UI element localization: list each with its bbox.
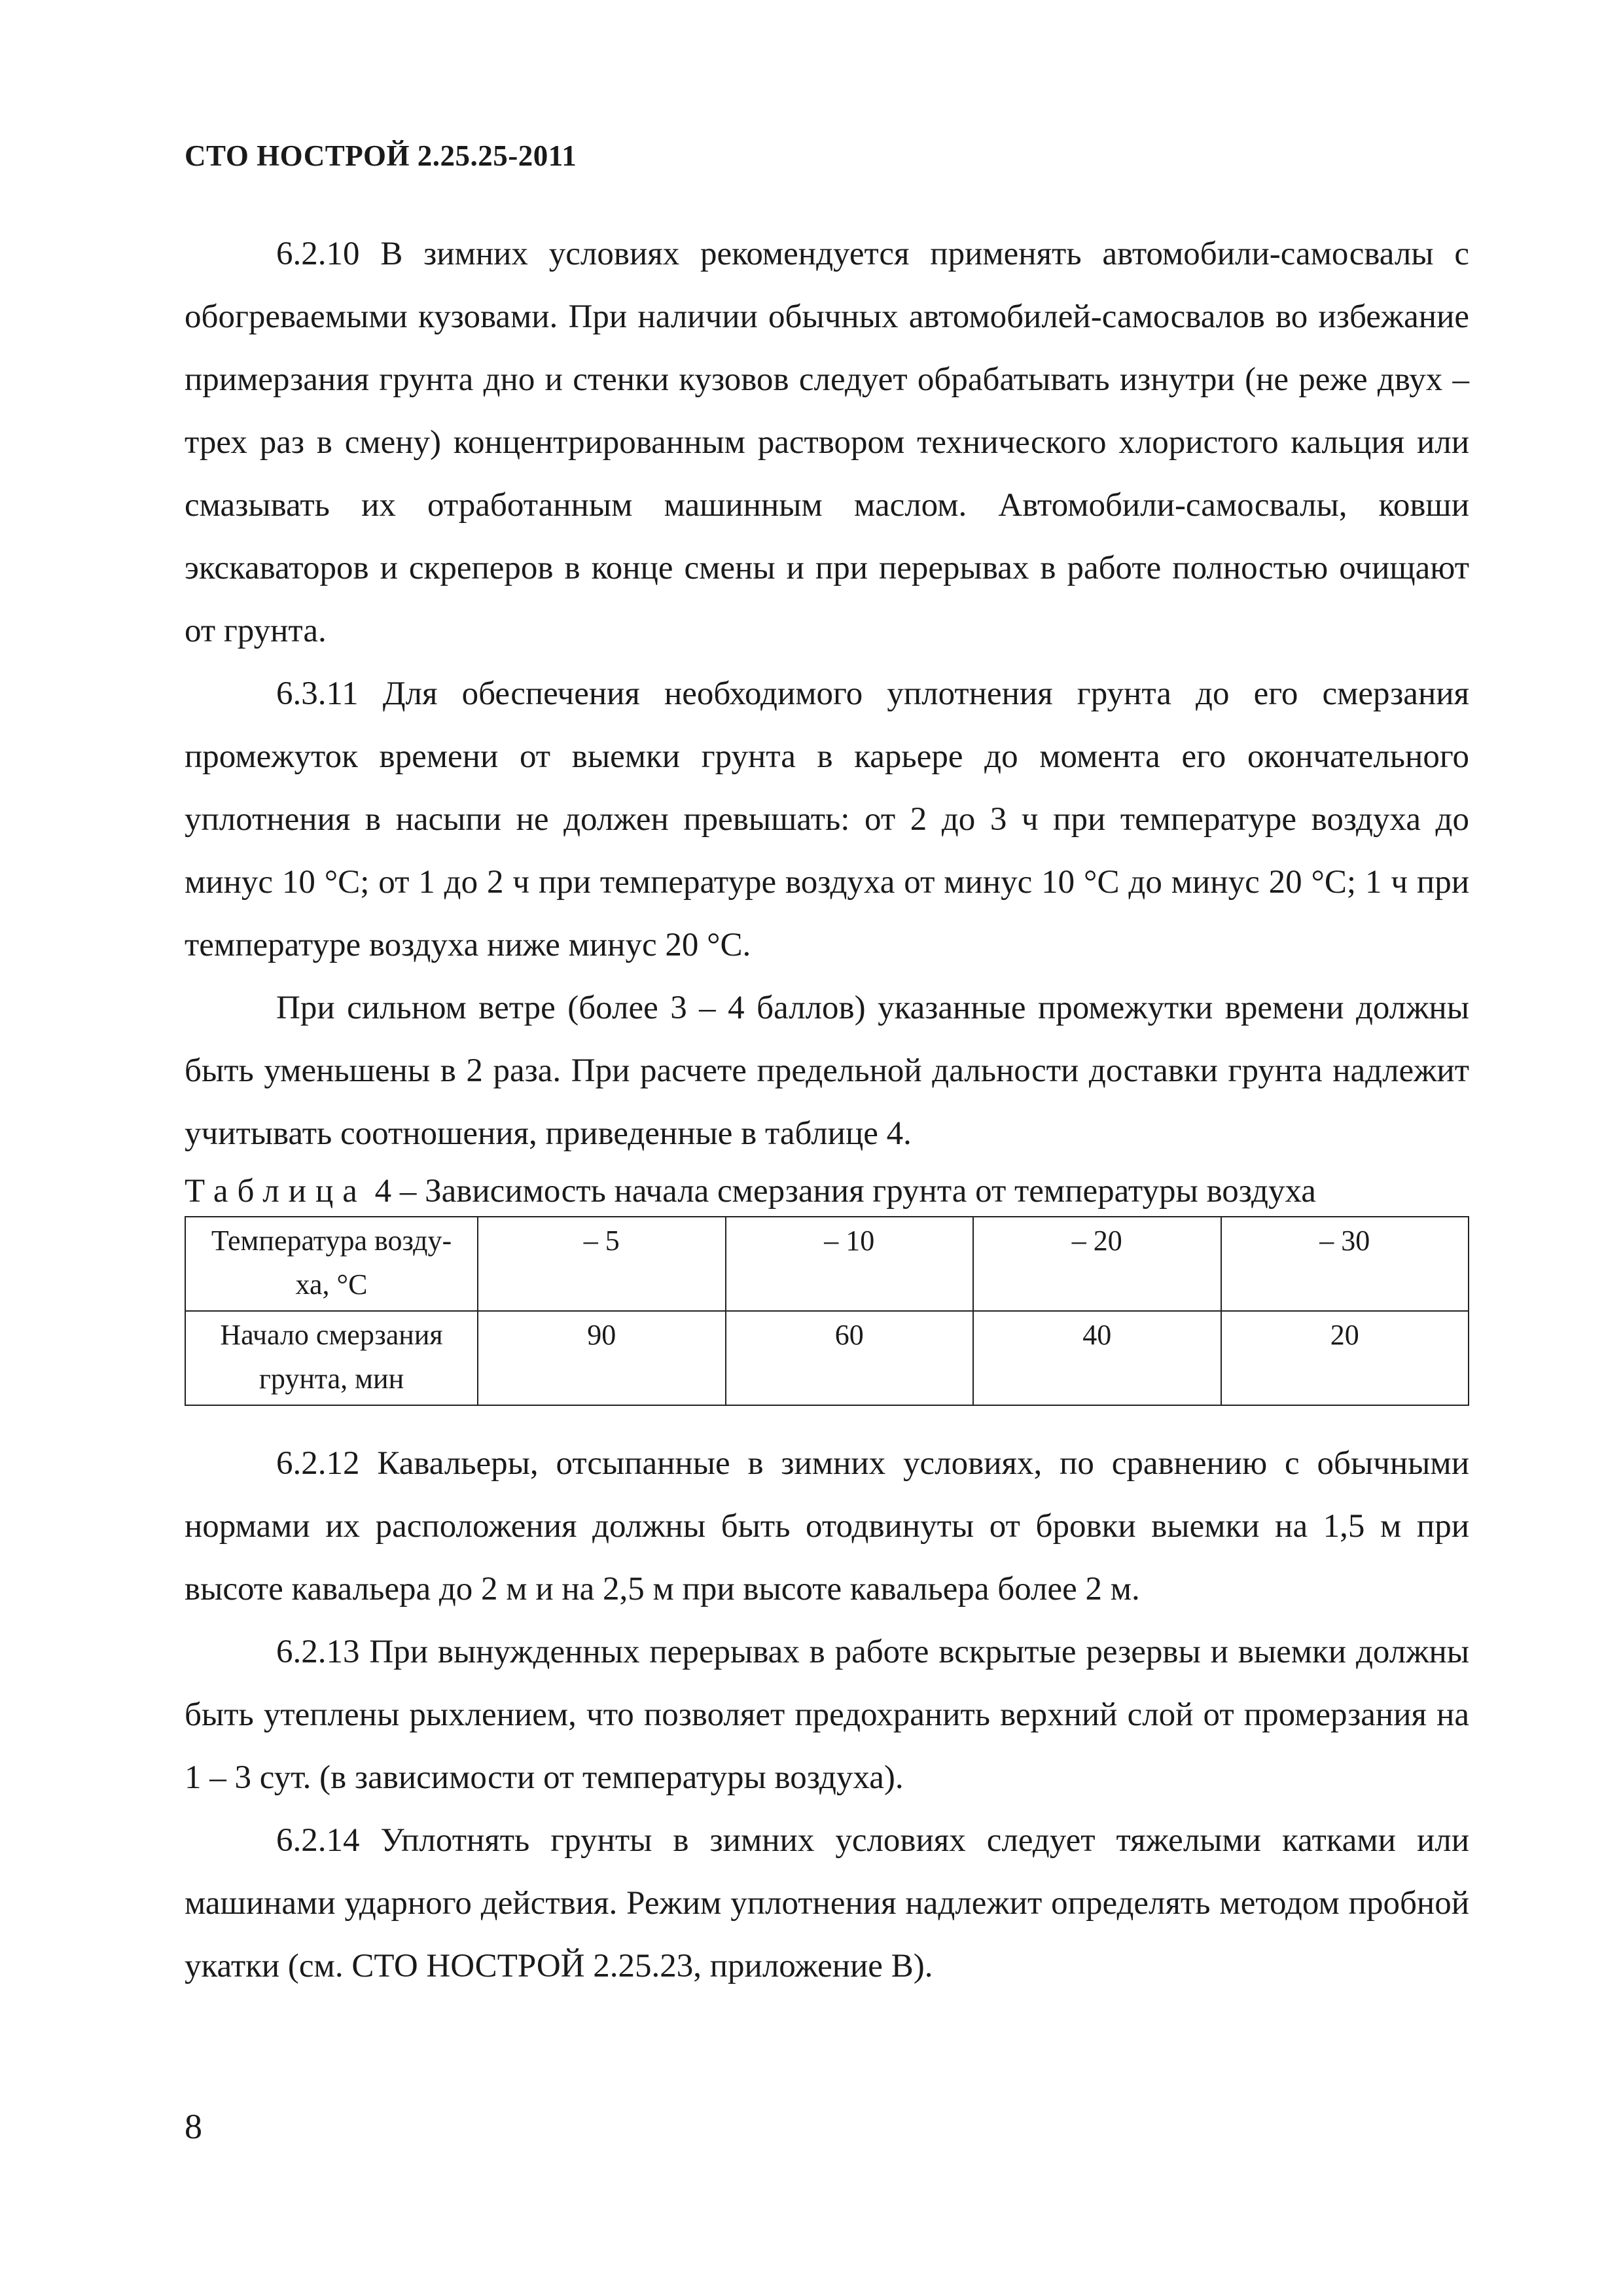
table-cell: 40 <box>973 1311 1221 1405</box>
document-code-header: СТО НОСТРОЙ 2.25.25-2011 <box>185 139 577 172</box>
table-caption-label: Таблица <box>185 1173 366 1210</box>
paragraph-6-2-10: 6.2.10 В зимних условиях рекомендуется применять автомобили-самосвалы с обогреваемыми кузовами. При наличии обычных автомобилей-самосвалов во избежание примерзания грунта дно и стенки кузовов следует обрабатывать изнутри (не реже двух – трех раз в смену) концентрированным раствором технического хлористого кальция или смазывать их отработанным машинным маслом. Автомобили-самосвалы, ковши экскаваторов и скреперов в конце смены и при перерывах в работе полностью очищают от грунта. <box>185 236 1469 649</box>
table-cell: – 20 <box>973 1217 1221 1311</box>
page-number: 8 <box>185 2107 202 2146</box>
table-cell: – 5 <box>478 1217 726 1311</box>
paragraph-6-2-12: 6.2.12 Кавальеры, отсыпанные в зимних условиях, по сравнению с обычными нормами их расположения должны быть отодвинуты от бровки выемки на 1,5 м при высоте кавальера до 2 м и на 2,5 м при высоте кавальера более 2 м. <box>185 1445 1469 1607</box>
freezing-table <box>185 1216 1469 1406</box>
paragraph-6-2-14: 6.2.14 Уплотнять грунты в зимних условиях следует тяжелыми катками или машинами ударного действия. Режим уплотнения надлежит определять методом пробной укатки (см. СТО НОСТРОЙ 2.25.23, приложение В). <box>185 1822 1469 1984</box>
paragraph-6-2-13: 6.2.13 При вынужденных перерывах в работе вскрытые резервы и выемки должны быть утеплены рыхлением, что позволяет предохранить верхний слой от промерзания на 1 – 3 сут. (в зависимости от температуры воздуха). <box>185 1634 1469 1796</box>
row-header-freezing-start: Начало смерзания грунта, мин <box>185 1311 478 1405</box>
paragraph-wind: При сильном ветре (более 3 – 4 баллов) указанные промежутки времени должны быть уменьшены в 2 раза. При расчете предельной дальности доставки грунта надлежит учитывать соотношения, приведенные в таблице 4. <box>185 990 1469 1152</box>
table-caption-number: 4 <box>374 1173 392 1210</box>
body-text <box>185 223 1469 1998</box>
table-row-temperature <box>185 1217 1469 1311</box>
row-header-temperature: Температура возду-ха, °С <box>185 1217 478 1311</box>
table-cell: 90 <box>478 1311 726 1405</box>
table-cell: 20 <box>1221 1311 1469 1405</box>
table-caption <box>185 1170 1469 1212</box>
table-row-freezing-start <box>185 1311 1469 1405</box>
table-cell: – 10 <box>726 1217 974 1311</box>
table-caption-title: – Зависимость начала смерзания грунта от температуры воздуха <box>399 1173 1316 1210</box>
table-cell: – 30 <box>1221 1217 1469 1311</box>
table-cell: 60 <box>726 1311 974 1405</box>
paragraph-6-3-11: 6.3.11 Для обеспечения необходимого уплотнения грунта до его смерзания промежуток времени от выемки грунта в карьере до момента его окончательного уплотнения в насыпи не должен превышать: от 2 до 3 ч при температуре воздуха до минус 10 °С; от 1 до 2 ч при температуре воздуха от минус 10 °С до минус 20 °С; 1 ч при температуре воздуха ниже минус 20 °С. <box>185 675 1469 963</box>
